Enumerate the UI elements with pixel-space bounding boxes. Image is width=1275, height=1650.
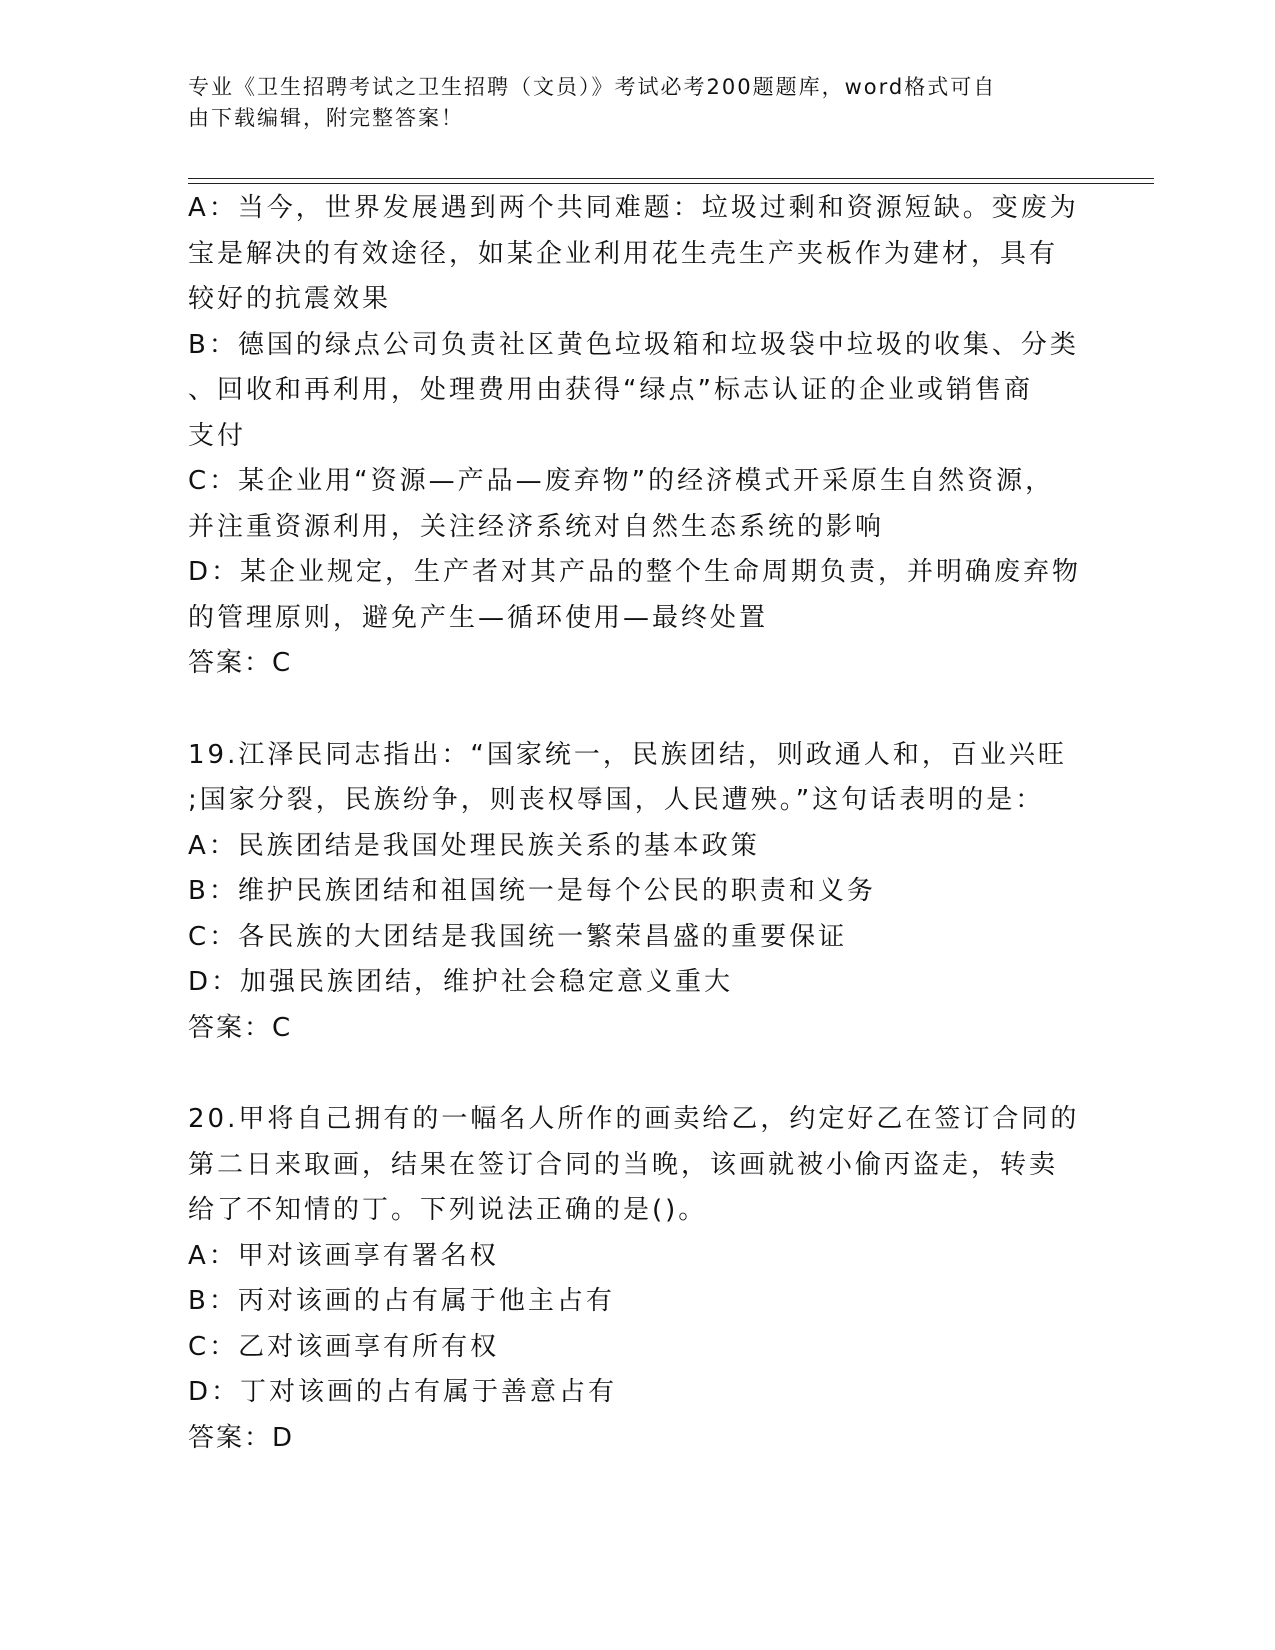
question-20 <box>188 1097 1088 1461</box>
answer: 答案：C <box>188 1012 293 1043</box>
option-b: B：丙对该画的占有属于他主占有 <box>188 1286 615 1316</box>
option-line: 、回收和再利用，处理费用由获得“绿点”标志认证的企业或销售商 <box>188 375 1033 405</box>
header-divider <box>188 183 1154 184</box>
document-header <box>188 72 1068 134</box>
stem-line: 给了不知情的丁。下列说法正确的是()。 <box>188 1195 708 1225</box>
stem-line: ;国家分裂，民族纷争，则丧权辱国，人民遭殃。”这句话表明的是： <box>188 785 1045 815</box>
header-line: 专业《卫生招聘考试之卫生招聘（文员）》考试必考200题题库，word格式可自 <box>188 75 997 99</box>
option-d <box>188 550 1088 641</box>
option-b <box>188 323 1088 460</box>
option-line: 的管理原则，避免产生—循环使用—最终处置 <box>188 602 769 633</box>
option-c <box>188 459 1088 550</box>
option-d: D：加强民族团结，维护社会稳定意义重大 <box>188 967 734 997</box>
option-a: A：民族团结是我国处理民族关系的基本政策 <box>188 830 760 861</box>
question-18 <box>188 186 1088 687</box>
answer: 答案：C <box>188 648 293 678</box>
stem-line: 20.甲将自己拥有的一幅名人所作的画卖给乙，约定好乙在签订合同的 <box>188 1104 1080 1134</box>
question-spacer <box>188 687 1088 733</box>
option-line: A：当今，世界发展遇到两个共同难题：垃圾过剩和资源短缺。变废为 <box>188 193 1079 223</box>
stem-line: 19.江泽民同志指出：“国家统一，民族团结，则政通人和，百业兴旺 <box>188 739 1067 770</box>
header-divider <box>188 178 1154 179</box>
question-list <box>188 186 1088 1461</box>
option-d: D：丁对该画的占有属于善意占有 <box>188 1377 618 1407</box>
option-line: 宝是解决的有效途径，如某企业利用花生壳生产夹板作为建材，具有 <box>188 238 1059 269</box>
option-line: 较好的抗震效果 <box>188 284 392 314</box>
option-c: C：乙对该画享有所有权 <box>188 1331 500 1362</box>
question-stem <box>188 1097 1088 1234</box>
option-c: C：各民族的大团结是我国统一繁荣昌盛的重要保证 <box>188 921 848 952</box>
option-line: B：德国的绿点公司负责社区黄色垃圾箱和垃圾袋中垃圾的收集、分类 <box>188 329 1079 360</box>
option-line: 支付 <box>188 420 247 451</box>
option-line: D：某企业规定，生产者对其产品的整个生命周期负责，并明确废弃物 <box>188 557 1082 587</box>
question-stem <box>188 733 1088 824</box>
question-spacer <box>188 1051 1088 1097</box>
question-19 <box>188 733 1088 1052</box>
option-line: 并注重资源利用，关注经济系统对自然生态系统的影响 <box>188 511 885 542</box>
option-b: B：维护民族团结和祖国统一是每个公民的职责和义务 <box>188 876 876 906</box>
answer: 答案：D <box>188 1422 295 1453</box>
header-line: 由下载编辑，附完整答案！ <box>188 106 464 130</box>
option-a <box>188 186 1088 323</box>
option-line: C：某企业用“资源—产品—废弃物”的经济模式开采原生自然资源， <box>188 466 1055 496</box>
stem-line: 第二日来取画，结果在签订合同的当晚，该画就被小偷丙盗走，转卖 <box>188 1149 1059 1180</box>
option-a: A：甲对该画享有署名权 <box>188 1240 499 1271</box>
